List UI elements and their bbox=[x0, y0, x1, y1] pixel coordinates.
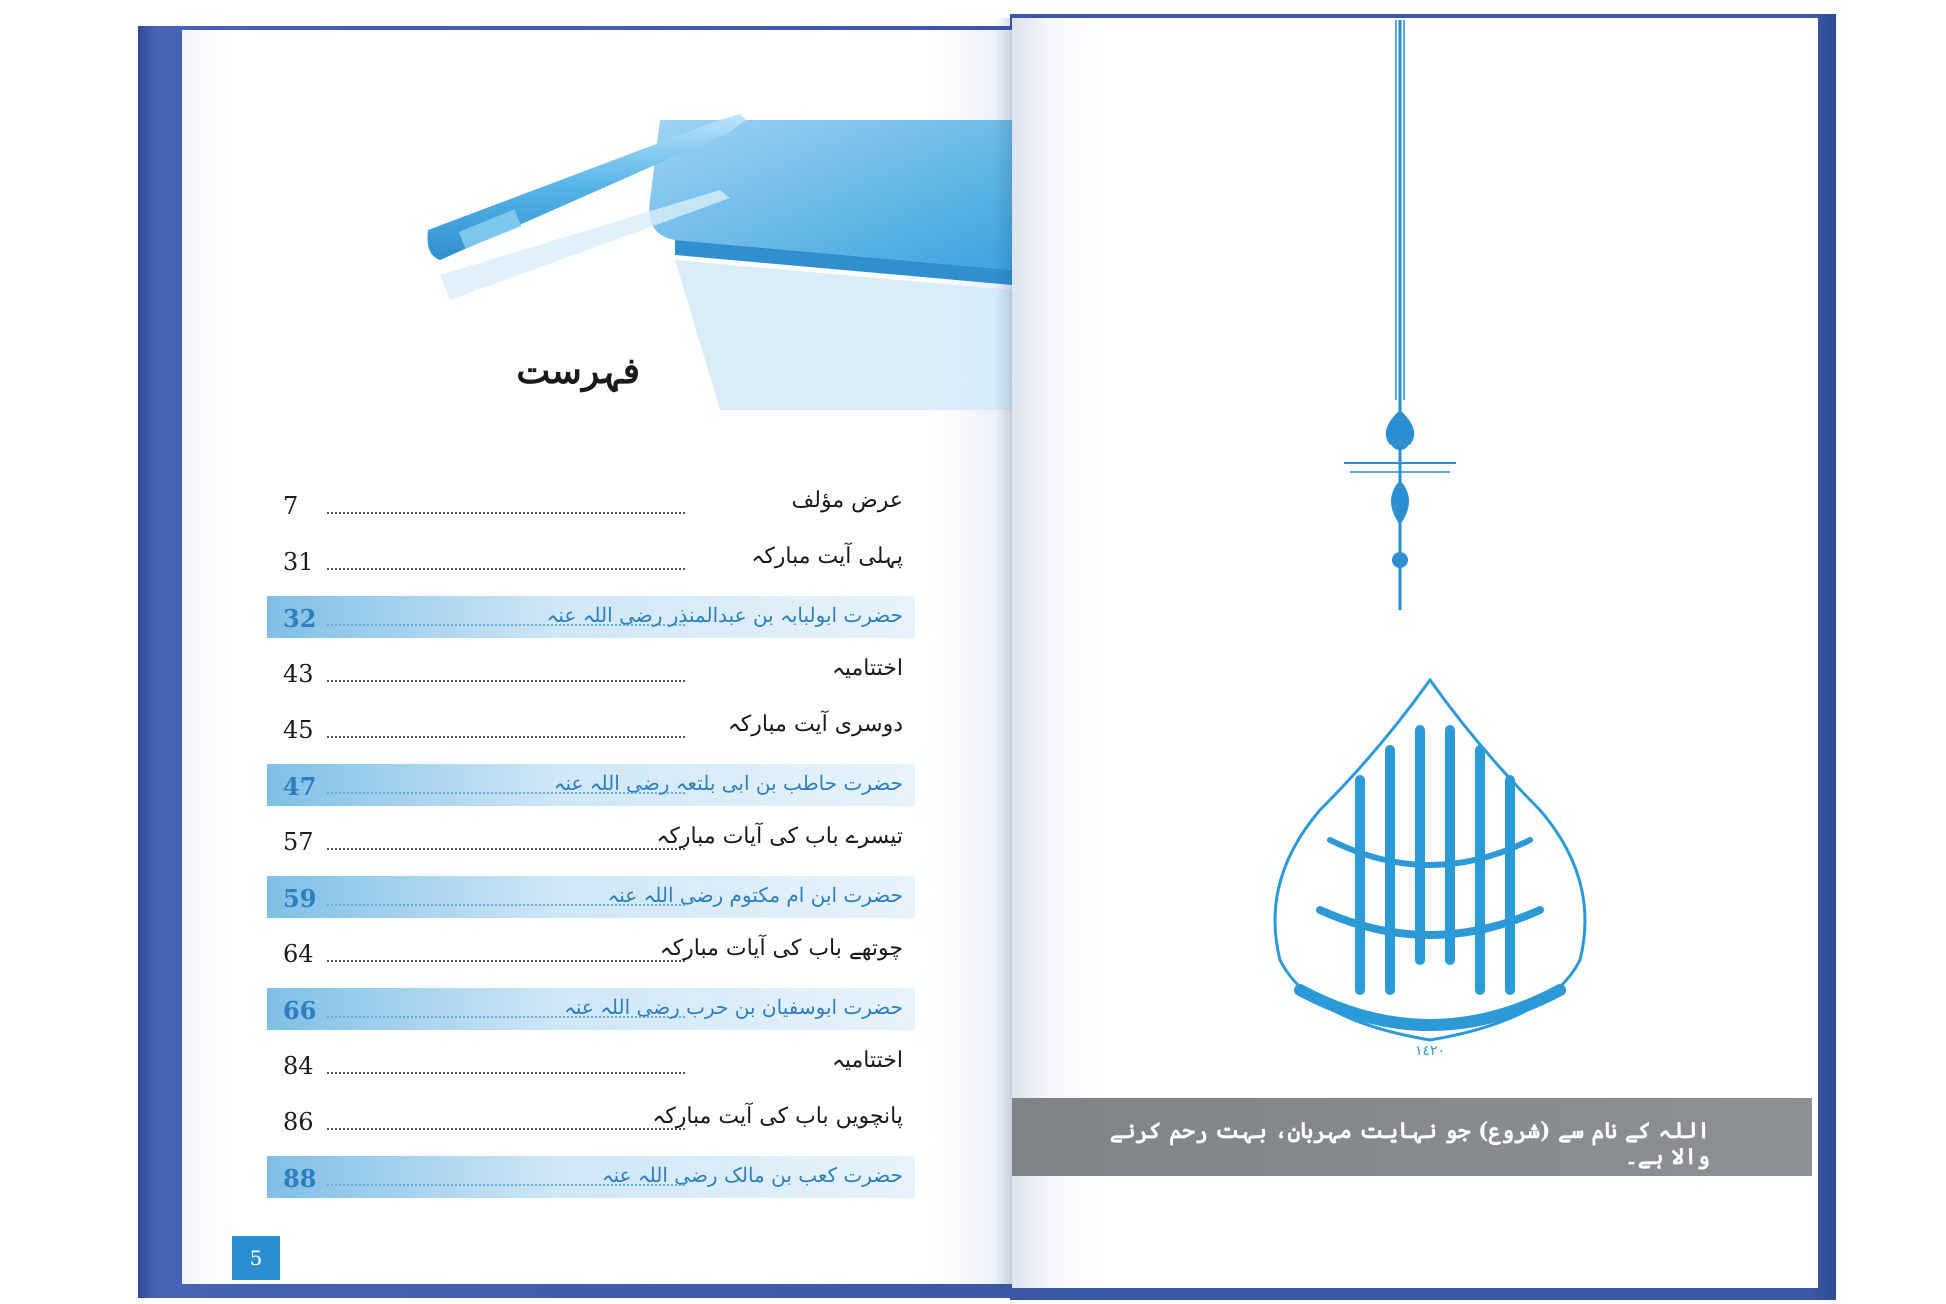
toc-page-number: 88 bbox=[283, 1164, 317, 1193]
toc-title: دوسری آیت مبارکہ bbox=[727, 712, 903, 737]
toc-entry bbox=[255, 646, 915, 702]
toc-page-number: 32 bbox=[283, 604, 317, 633]
toc-title: چوتھے باب کی آیات مبارکہ bbox=[659, 936, 903, 961]
toc-leader-dots bbox=[327, 680, 685, 682]
toc-entry bbox=[255, 1094, 915, 1150]
toc-title: حضرت کعب بن مالک رضی اللہ عنہ bbox=[601, 1163, 903, 1187]
toc-heading: فہرست bbox=[516, 350, 640, 392]
toc-entry bbox=[255, 590, 915, 646]
toc-leader-dots bbox=[327, 512, 685, 514]
toc-entry bbox=[255, 926, 915, 982]
toc-page-number: 7 bbox=[283, 492, 299, 520]
toc-entry bbox=[255, 982, 915, 1038]
table-of-contents bbox=[255, 478, 915, 1206]
toc-entry bbox=[255, 534, 915, 590]
toc-title: حضرت ابوسفیان بن حرب رضی اللہ عنہ bbox=[564, 995, 903, 1019]
toc-page-number: 64 bbox=[283, 940, 314, 968]
toc-leader-dots bbox=[327, 1128, 685, 1130]
toc-leader-dots bbox=[327, 960, 685, 962]
toc-entry bbox=[255, 814, 915, 870]
toc-page-number: 47 bbox=[283, 772, 317, 801]
toc-page-number: 66 bbox=[283, 996, 317, 1025]
toc-page-number: 31 bbox=[283, 548, 314, 576]
toc-page-number: 43 bbox=[283, 660, 314, 688]
toc-entry bbox=[255, 758, 915, 814]
toc-title: حضرت حاطب بن ابی بلتعہ رضی اللہ عنہ bbox=[553, 771, 903, 795]
toc-title: پانچویں باب کی آیت مبارکہ bbox=[652, 1104, 903, 1129]
toc-entry bbox=[255, 1038, 915, 1094]
toc-leader-dots bbox=[327, 736, 685, 738]
toc-title: حضرت ابولبابہ بن عبدالمنذر رضی اللہ عنہ bbox=[546, 603, 903, 627]
bismillah-calligraphy bbox=[1240, 660, 1620, 1060]
toc-entry bbox=[255, 1150, 915, 1206]
calligraphy-signature: ١٤٢٠ bbox=[1414, 1043, 1446, 1059]
toc-title: عرض مؤلف bbox=[791, 488, 903, 513]
toc-entry bbox=[255, 870, 915, 926]
pen-and-book-photo bbox=[420, 80, 1012, 410]
page-number: 5 bbox=[232, 1236, 280, 1280]
toc-leader-dots bbox=[327, 568, 685, 570]
toc-page-number: 45 bbox=[283, 716, 314, 744]
toc-leader-dots bbox=[327, 1072, 685, 1074]
toc-title: پہلی آیت مبارکہ bbox=[751, 544, 903, 569]
toc-page-number: 86 bbox=[283, 1108, 314, 1136]
toc-title: تیسرے باب کی آیات مبارکہ bbox=[656, 824, 903, 849]
toc-title: اختتامیہ bbox=[831, 1048, 903, 1073]
toc-page-number: 59 bbox=[283, 884, 317, 913]
toc-leader-dots bbox=[327, 848, 685, 850]
toc-title: حضرت ابن ام مکتوم رضی اللہ عنہ bbox=[607, 883, 903, 907]
toc-page-number: 84 bbox=[283, 1052, 314, 1080]
toc-entry bbox=[255, 702, 915, 758]
toc-entry bbox=[255, 478, 915, 534]
toc-page-number: 57 bbox=[283, 828, 314, 856]
translation-text: اللہ کے نام سے (شروع) جو نہایت مہربان، بہت رحم کرنے والا ہے۔ bbox=[1109, 1118, 1710, 1170]
toc-title: اختتامیہ bbox=[831, 656, 903, 681]
hanging-ornament bbox=[1330, 20, 1470, 620]
